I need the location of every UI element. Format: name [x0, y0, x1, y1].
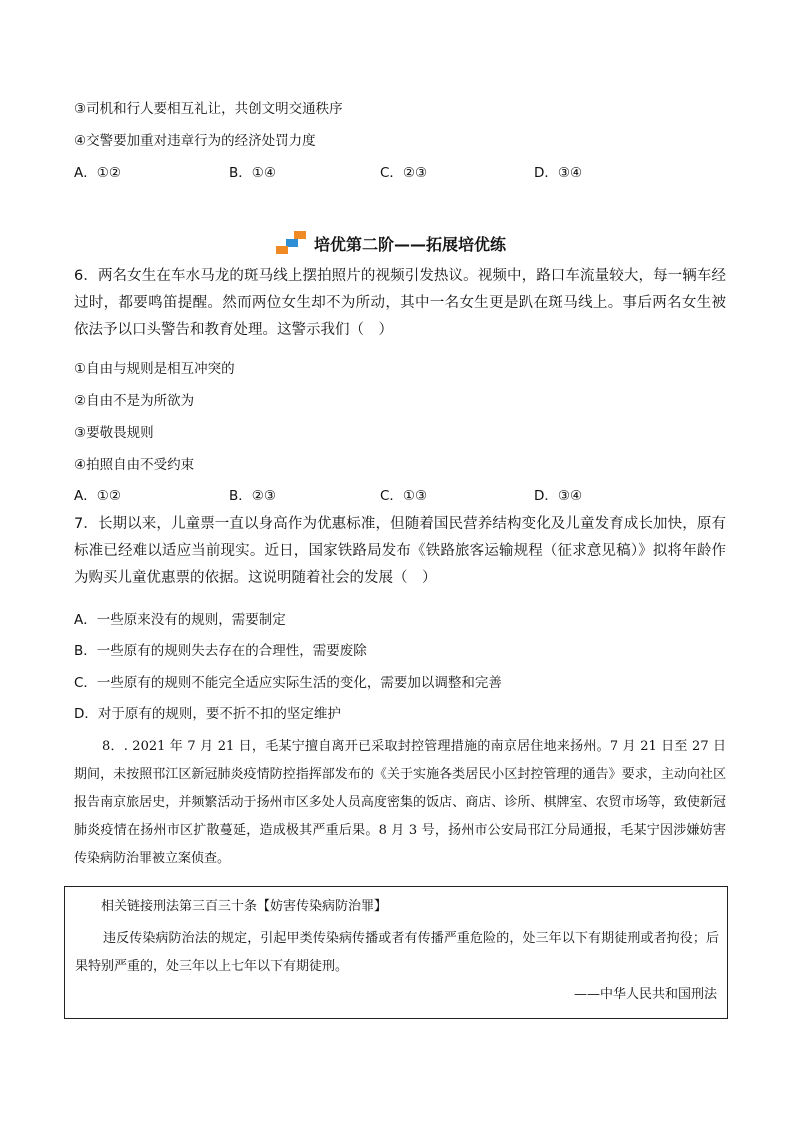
q6-option-b: B．②③ [229, 488, 276, 504]
q6-statement-4: ④拍照自由不受约束 [74, 457, 195, 473]
section-title [274, 230, 534, 260]
q6-options [74, 486, 714, 506]
q7-option-c: C．一些原有的规则不能完全适应实际生活的变化，需要加以调整和完善 [74, 675, 502, 691]
q5-statement-3: ③司机和行人要相互礼让，共创文明交通秩序 [74, 101, 343, 117]
q7-option-a: A．一些原来没有的规则，需要制定 [74, 612, 286, 628]
q5-options [74, 163, 714, 183]
q6-statement-1: ①自由与规则是相互冲突的 [74, 361, 235, 377]
q7-stem: 7．长期以来，儿童票一直以身高作为优惠标准，但随着国民营养结构变化及儿童发育成长加快，原有标准已经难以适应当前现实。近日，国家铁路局发布《铁路旅客运输规程（征求意见稿）》拟将年龄作为购买儿童优惠票的依据。这说明随着社会的发展（ ） [74, 516, 726, 586]
q7-option-d: D．对于原有的规则，要不折不扣的坚定维护 [74, 706, 341, 722]
q8-stem: 8．. 2021 年 7 月 21 日，毛某宁擅自离开已采取封控管理措施的南京居住地来扬州。7 月 21 日至 27 日期间，未按照邗江区新冠肺炎疫情防控指挥部发布的《关于实施各类居民小区封控管理的通告》要求，主动向社区报告南京旅居史，并频繁活动于扬州市区多处人员高度密集的饭店、商店、诊所、棋牌室、农贸市场等，致使新冠肺炎疫情在扬州市区扩散蔓延，造成极其严重后果。8 月 3 号，扬州市公安局邗江分局通报，毛某宁因涉嫌妨害传染病防治罪被立案侦查。 [74, 739, 726, 866]
law-excerpt-body: 违反传染病防治法的规定，引起甲类传染病传播或者有传播严重危险的，处三年以下有期徒刑或者拘役；后果特别严重的，处三年以上七年以下有期徒刑。 [75, 931, 719, 974]
q5-option-a: A．①② [74, 165, 121, 181]
q5-option-c: C．②③ [380, 165, 428, 181]
q7-option-b: B．一些原有的规则失去存在的合理性，需要废除 [74, 643, 367, 659]
q6-statement-2: ②自由不是为所欲为 [74, 393, 195, 409]
law-excerpt-heading: 相关链接刑法第三百三十条【妨害传染病防治罪】 [101, 899, 388, 914]
q6-statement-3: ③要敬畏规则 [74, 425, 154, 441]
q5-option-b: B．①④ [229, 165, 276, 181]
q5-statement-4: ④交警要加重对违章行为的经济处罚力度 [74, 133, 316, 149]
q6-stem: 6．两名女生在车水马龙的斑马线上摆拍照片的视频引发热议。视频中，路口车流量较大，每一辆车经过时，都要鸣笛提醒。然而两位女生却不为所动，其中一名女生更是趴在斑马线上。事后两名女生被依法予以口头警告和教育处理。这警示我们（ ） [74, 268, 726, 338]
q6-option-a: A．①② [74, 488, 121, 504]
law-excerpt-box [64, 886, 728, 1019]
section-title-text: 培优第二阶——拓展培优练 [314, 235, 507, 254]
q5-option-d: D．③④ [534, 165, 583, 181]
q6-option-d: D．③④ [534, 488, 583, 504]
q6-option-c: C．①③ [380, 488, 428, 504]
section-staircase-icon [274, 230, 310, 256]
law-excerpt-source: ——中华人民共和国刑法 [573, 987, 717, 1002]
